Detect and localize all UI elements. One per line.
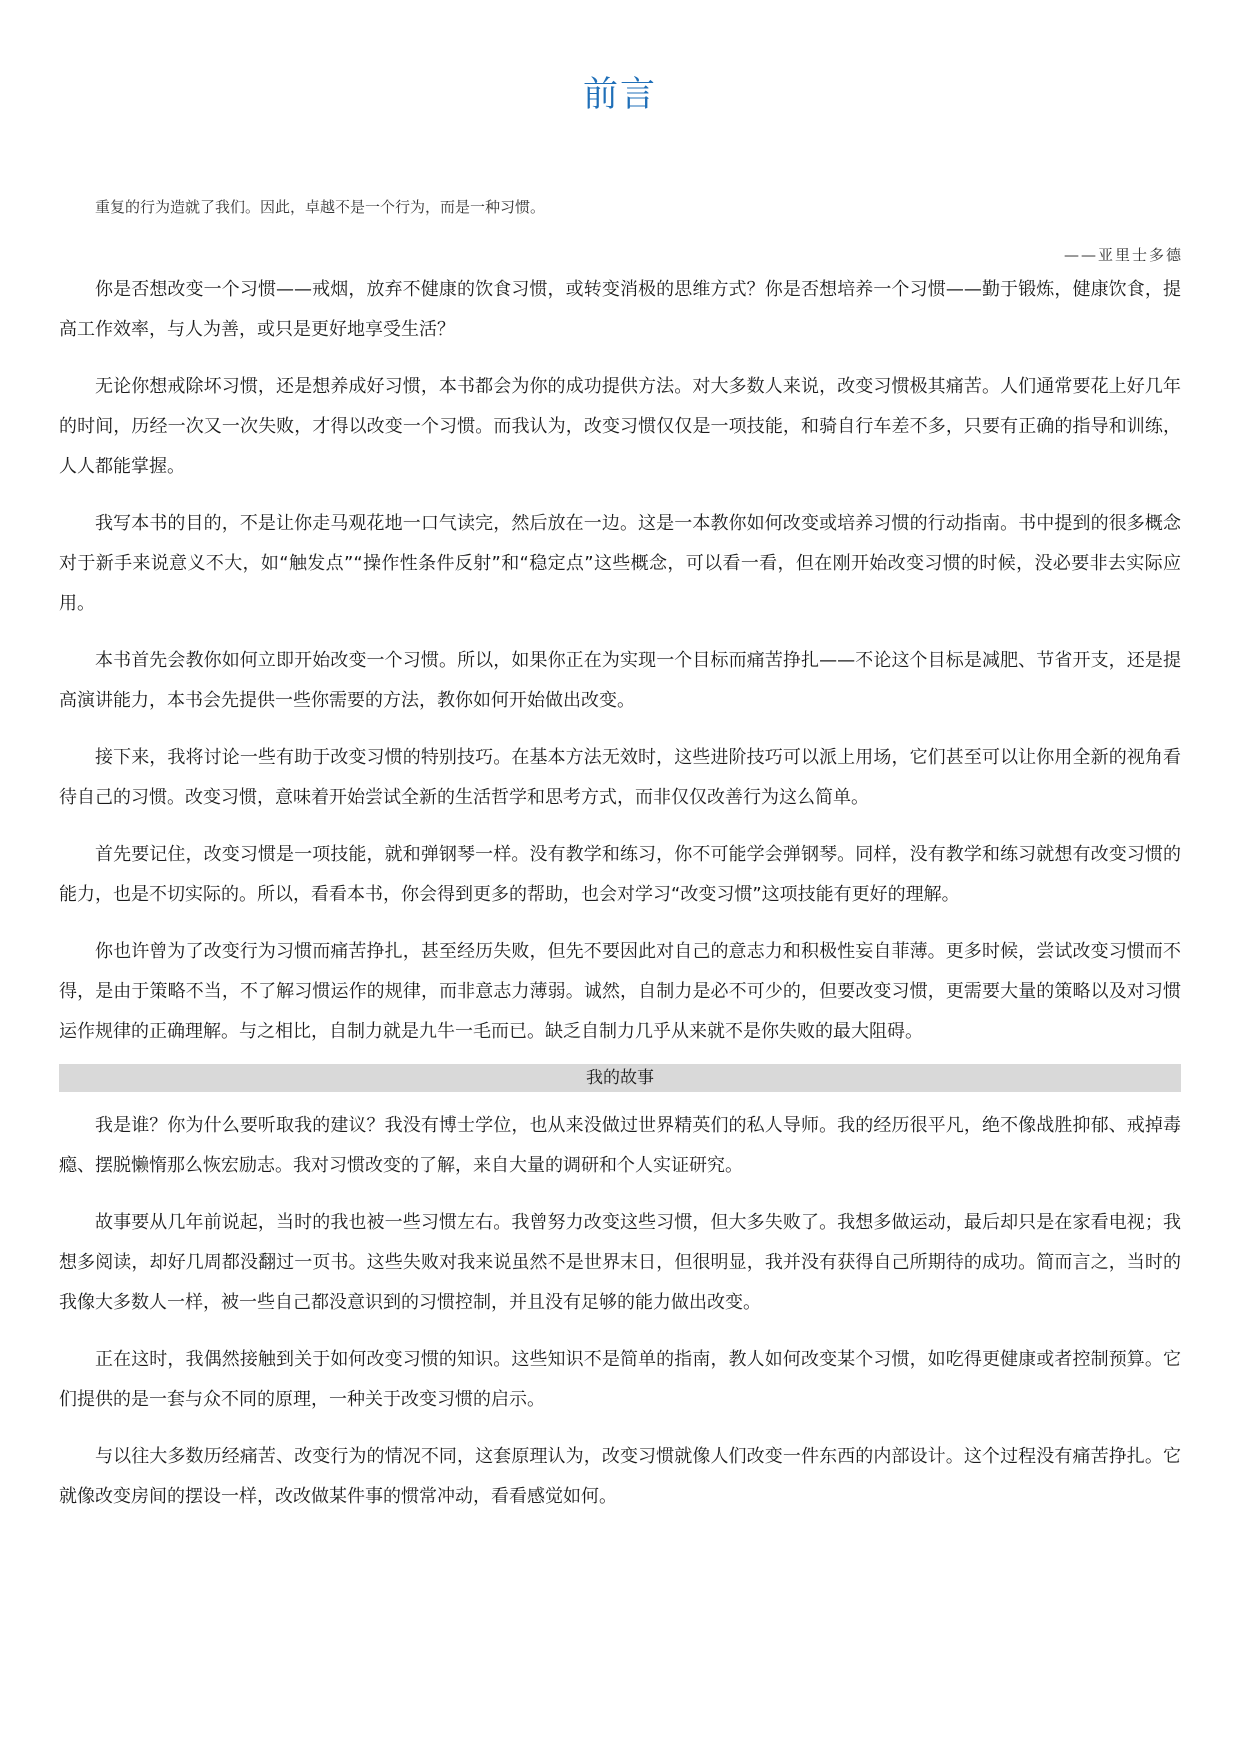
epigraph-author: ——亚里士多德 [1063, 246, 1183, 264]
paragraph: 我是谁？你为什么要听取我的建议？我没有博士学位，也从来没做过世界精英们的私人导师。我的经历很平凡，绝不像战胜抑郁、戒掉毒瘾、摆脱懒惰那么恢宏励志。我对习惯改变的了解，来自大量的调研和个人实证研究。 [59, 1115, 1181, 1176]
paragraph: 无论你想戒除坏习惯，还是想养成好习惯，本书都会为你的成功提供方法。对大多数人来说，改变习惯极其痛苦。人们通常要花上好几年的时间，历经一次又一次失败，才得以改变一个习惯。而我认为，改变习惯仅仅是一项技能，和骑自行车差不多，只要有正确的指导和训练，人人都能掌握。 [59, 376, 1181, 477]
body-text [59, 270, 1181, 1534]
section-heading: 我的故事 [59, 1064, 1181, 1092]
paragraph: 故事要从几年前说起，当时的我也被一些习惯左右。我曾努力改变这些习惯，但大多失败了。我想多做运动，最后却只是在家看电视；我想多阅读，却好几周都没翻过一页书。这些失败对我来说虽然不是世界末日，但很明显，我并没有获得自己所期待的成功。简而言之，当时的我像大多数人一样，被一些自己都没意识到的习惯控制，并且没有足够的能力做出改变。 [59, 1212, 1181, 1313]
paragraph: 我写本书的目的，不是让你走马观花地一口气读完，然后放在一边。这是一本教你如何改变或培养习惯的行动指南。书中提到的很多概念对于新手来说意义不大，如“触发点”“操作性条件反射”和“稳定点”这些概念，可以看一看，但在刚开始改变习惯的时候，没必要非去实际应用。 [59, 513, 1181, 614]
paragraph: 接下来，我将讨论一些有助于改变习惯的特别技巧。在基本方法无效时，这些进阶技巧可以派上用场，它们甚至可以让你用全新的视角看待自己的习惯。改变习惯，意味着开始尝试全新的生活哲学和思考方式，而非仅仅改善行为这么简单。 [59, 747, 1181, 808]
paragraph: 与以往大多数历经痛苦、改变行为的情况不同，这套原理认为，改变习惯就像人们改变一件东西的内部设计。这个过程没有痛苦挣扎。它就像改变房间的摆设一样，改改做某件事的惯常冲动，看看感觉如何。 [59, 1446, 1181, 1507]
paragraph: 正在这时，我偶然接触到关于如何改变习惯的知识。这些知识不是简单的指南，教人如何改变某个习惯，如吃得更健康或者控制预算。它们提供的是一套与众不同的原理，一种关于改变习惯的启示。 [59, 1349, 1181, 1410]
paragraph: 你是否想改变一个习惯——戒烟，放弃不健康的饮食习惯，或转变消极的思维方式？你是否想培养一个习惯——勤于锻炼，健康饮食，提高工作效率，与人为善，或只是更好地享受生活？ [59, 279, 1181, 340]
paragraph: 本书首先会教你如何立即开始改变一个习惯。所以，如果你正在为实现一个目标而痛苦挣扎——不论这个目标是减肥、节省开支，还是提高演讲能力，本书会先提供一些你需要的方法，教你如何开始做出改变。 [59, 650, 1181, 711]
page-title: 前言 [582, 75, 657, 115]
paragraph: 首先要记住，改变习惯是一项技能，就和弹钢琴一样。没有教学和练习，你不可能学会弹钢琴。同样，没有教学和练习就想有改变习惯的能力，也是不切实际的。所以，看看本书，你会得到更多的帮助，也会对学习“改变习惯”这项技能有更好的理解。 [59, 844, 1181, 905]
epigraph-quote: 重复的行为造就了我们。因此，卓越不是一个行为，而是一种习惯。 [95, 198, 546, 216]
paragraph: 你也许曾为了改变行为习惯而痛苦挣扎，甚至经历失败，但先不要因此对自己的意志力和积极性妄自菲薄。更多时候，尝试改变习惯而不得，是由于策略不当，不了解习惯运作的规律，而非意志力薄弱。诚然，自制力是必不可少的，但要改变习惯，更需要大量的策略以及对习惯运作规律的正确理解。与之相比，自制力就是九牛一毛而已。缺乏自制力几乎从来就不是你失败的最大阻碍。 [59, 941, 1181, 1042]
